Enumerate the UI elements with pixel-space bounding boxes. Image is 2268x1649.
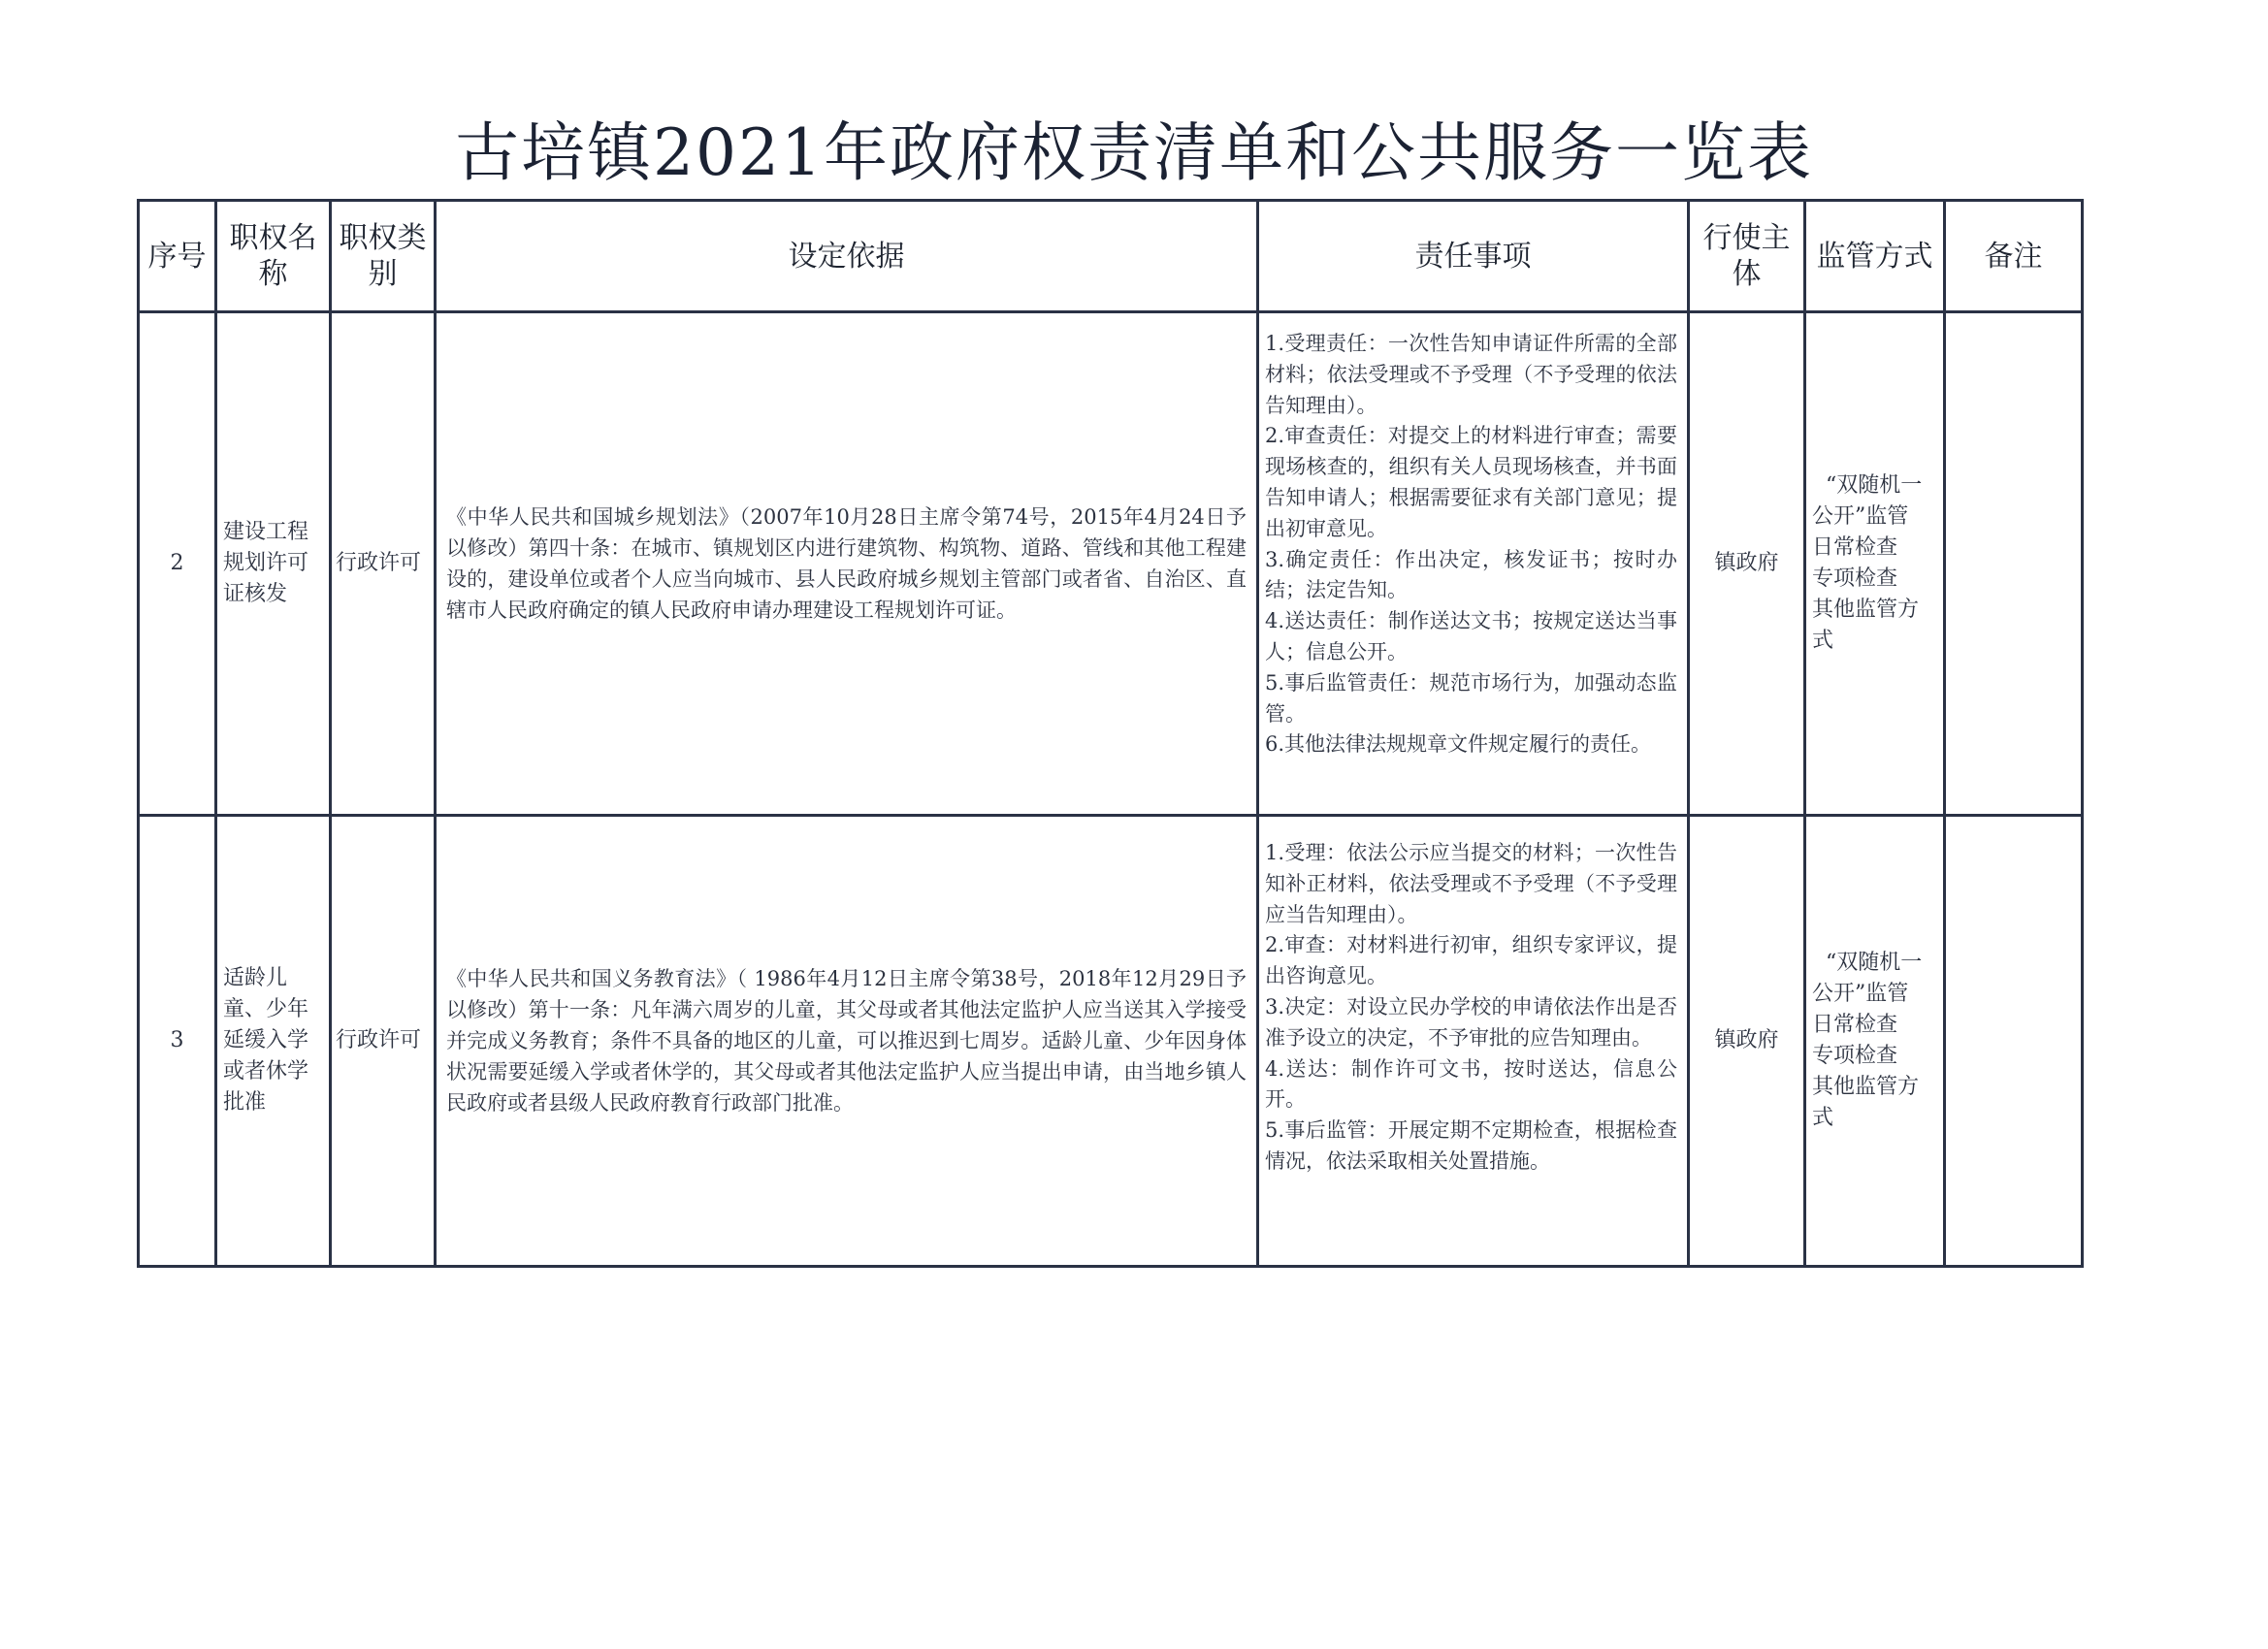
responsibility-item: 3.确定责任：作出决定，核发证书；按时办结；法定告知。 (1265, 547, 1677, 602)
supervision-method: 专项检查 (1812, 1044, 1898, 1068)
header-type: 职权类别 (331, 201, 436, 312)
responsibility-item: 1.受理：依法公示应当提交的材料；一次性告知补正材料，依法受理或不予受理（不予受理应当告知理由）。 (1265, 841, 1677, 926)
row-seq: 3 (139, 816, 216, 1267)
row-executing-subject: 镇政府 (1689, 816, 1805, 1267)
row-authority-name: 适龄儿童、少年延缓入学或者休学批准 (216, 816, 331, 1267)
header-responsibility: 责任事项 (1258, 201, 1689, 312)
responsibility-item: 1.受理责任：一次性告知申请证件所需的全部材料；依法受理或不予受理（不予受理的依法告知理由）。 (1265, 332, 1677, 417)
supervision-method: 其他监管方式 (1812, 1075, 1920, 1130)
supervision-method: 其他监管方式 (1812, 598, 1920, 653)
authority-list-table (137, 199, 2084, 1268)
responsibility-item: 6.其他法律法规规章文件规定履行的责任。 (1265, 732, 1652, 757)
row-remarks (1945, 312, 2083, 816)
header-supervision: 监管方式 (1805, 201, 1945, 312)
header-seq: 序号 (139, 201, 216, 312)
supervision-method: “双随机一公开”监管 (1812, 473, 1923, 529)
supervision-method: “双随机一公开”监管 (1812, 951, 1923, 1006)
table-row (139, 816, 2083, 1267)
header-row (139, 201, 2083, 312)
responsibility-item: 2.审查：对材料进行初审，组织专家评议，提出咨询意见。 (1265, 933, 1677, 988)
header-subject: 行使主体 (1689, 201, 1805, 312)
row-seq: 2 (139, 312, 216, 816)
row-responsibilities (1258, 816, 1689, 1267)
header-remarks: 备注 (1945, 201, 2083, 312)
supervision-method: 日常检查 (1812, 1013, 1898, 1037)
row-responsibilities (1258, 312, 1689, 816)
row-authority-name: 建设工程规划许可证核发 (216, 312, 331, 816)
responsibility-item: 2.审查责任：对提交上的材料进行审查；需要现场核查的，组织有关人员现场核查，并书面告知申请人；根据需要征求有关部门意见；提出初审意见。 (1265, 424, 1677, 540)
responsibility-item: 3.决定：对设立民办学校的申请依法作出是否准予设立的决定，不予审批的应告知理由。 (1265, 994, 1677, 1050)
supervision-method: 专项检查 (1812, 566, 1898, 591)
responsibility-item: 5.事后监管责任：规范市场行为，加强动态监管。 (1265, 670, 1677, 726)
row-supervision-methods (1805, 816, 1945, 1267)
row-executing-subject: 镇政府 (1689, 312, 1805, 816)
supervision-method: 日常检查 (1812, 535, 1898, 560)
header-name: 职权名称 (216, 201, 331, 312)
responsibility-item: 4.送达责任：制作送达文书；按规定送达当事人；信息公开。 (1265, 609, 1677, 663)
row-authority-type: 行政许可 (331, 312, 436, 816)
row-legal-basis: 《中华人民共和国城乡规划法》（2007年10月28日主席令第74号，2015年4月24日予以修改）第四十条：在城市、镇规划区内进行建筑物、构筑物、道路、管线和其他工程建设的，建设单位或者个人应当向城市、县人民政府城乡规划主管部门或者省、自治区、直辖市人民政府确定的镇人民政府申请办理建设工程规划许可证。 (436, 312, 1258, 816)
row-legal-basis: 《中华人民共和国义务教育法》（ 1986年4月12日主席令第38号，2018年12月29日予以修改）第十一条：凡年满六周岁的儿童，其父母或者其他法定监护人应当送其入学接受并完成义务教育；条件不具备的地区的儿童，可以推迟到七周岁。适龄儿童、少年因身体状况需要延缓入学或者休学的，其父母或者其他法定监护人应当提出申请，由当地乡镇人民政府或者县级人民政府教育行政部门批准。 (436, 816, 1258, 1267)
row-supervision-methods (1805, 312, 1945, 816)
document-title: 古培镇2021年政府权责清单和公共服务一览表 (455, 115, 1813, 190)
row-remarks (1945, 816, 2083, 1267)
responsibility-item: 4.送达：制作许可文书，按时送达，信息公开。 (1265, 1056, 1677, 1112)
row-authority-type: 行政许可 (331, 816, 436, 1267)
table-row (139, 312, 2083, 816)
header-basis: 设定依据 (436, 201, 1258, 312)
responsibility-item: 5.事后监管：开展定期不定期检查，根据检查情况，依法采取相关处置措施。 (1265, 1118, 1677, 1173)
